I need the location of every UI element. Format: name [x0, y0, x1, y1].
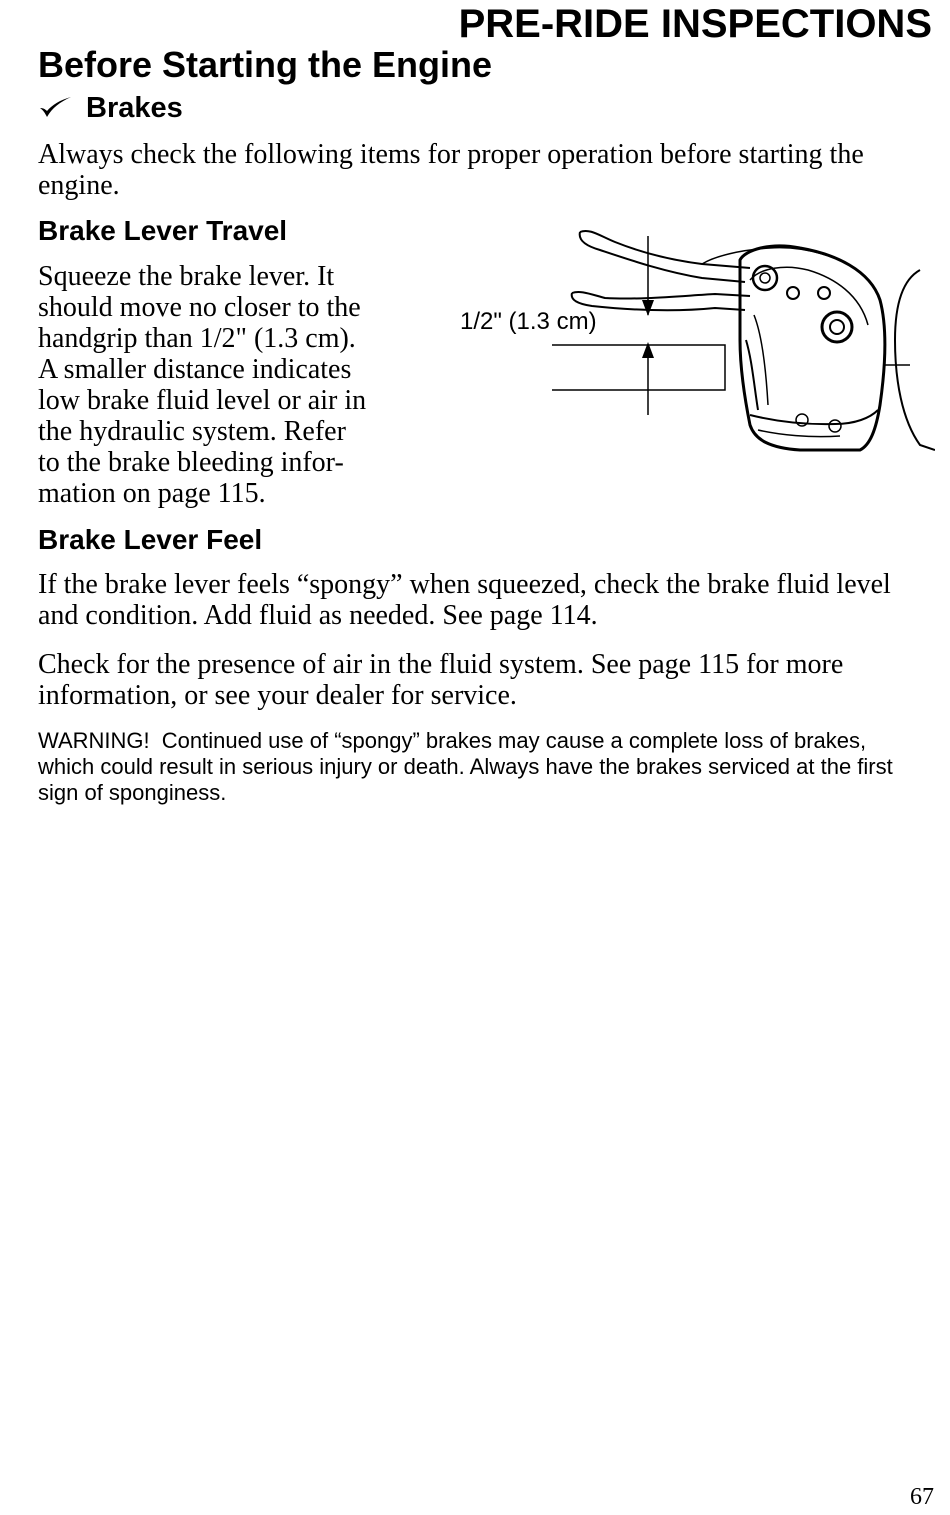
travel-line: low brake fluid level or air in — [38, 385, 367, 416]
warning-text: Continued use of “spongy” brakes may cause a complete loss of brakes, which could result in serious injury or death. Always have the brakes serviced at the first sign of sponginess. — [38, 728, 893, 805]
brake-lever-feel-heading: Brake Lever Feel — [38, 524, 263, 555]
warning-label: WARNING! — [38, 728, 150, 753]
warning-block — [38, 728, 918, 806]
brake-lever-illustration — [440, 220, 935, 465]
travel-line: mation on page 115. — [38, 478, 266, 509]
travel-line: the hydraulic system. Refer — [38, 416, 346, 447]
page-number: 67 — [910, 1484, 934, 1510]
travel-line: Squeeze the brake lever. It — [38, 261, 335, 292]
travel-line: to the brake bleeding infor- — [38, 447, 344, 478]
travel-line: handgrip than 1/2" (1.3 cm). — [38, 323, 356, 354]
check-icon — [38, 96, 72, 118]
section-title: PRE-RIDE INSPECTIONS — [458, 2, 932, 46]
brake-lever-feel-paragraph: If the brake lever feels “spongy” when squeezed, check the brake fluid level and condition. Add fluid as needed. See page 114. — [38, 569, 891, 631]
brake-lever-travel-heading: Brake Lever Travel — [38, 215, 288, 246]
travel-line: A smaller distance indicates — [38, 354, 352, 385]
travel-line: should move no closer to the — [38, 292, 361, 323]
air-check-paragraph: Check for the presence of air in the fluid system. See page 115 for more information, or see your dealer for service. — [38, 649, 844, 711]
brake-lever-travel-text — [38, 261, 366, 509]
intro-paragraph: Always check the following items for proper operation before starting the engine. — [38, 139, 864, 201]
brakes-subheading-label: Brakes — [86, 92, 183, 124]
brakes-subheading — [38, 92, 183, 125]
page-heading: Before Starting the Engine — [38, 44, 493, 85]
brake-lever-figure — [440, 220, 935, 465]
lever-distance-label: 1/2" (1.3 cm) — [460, 308, 597, 335]
